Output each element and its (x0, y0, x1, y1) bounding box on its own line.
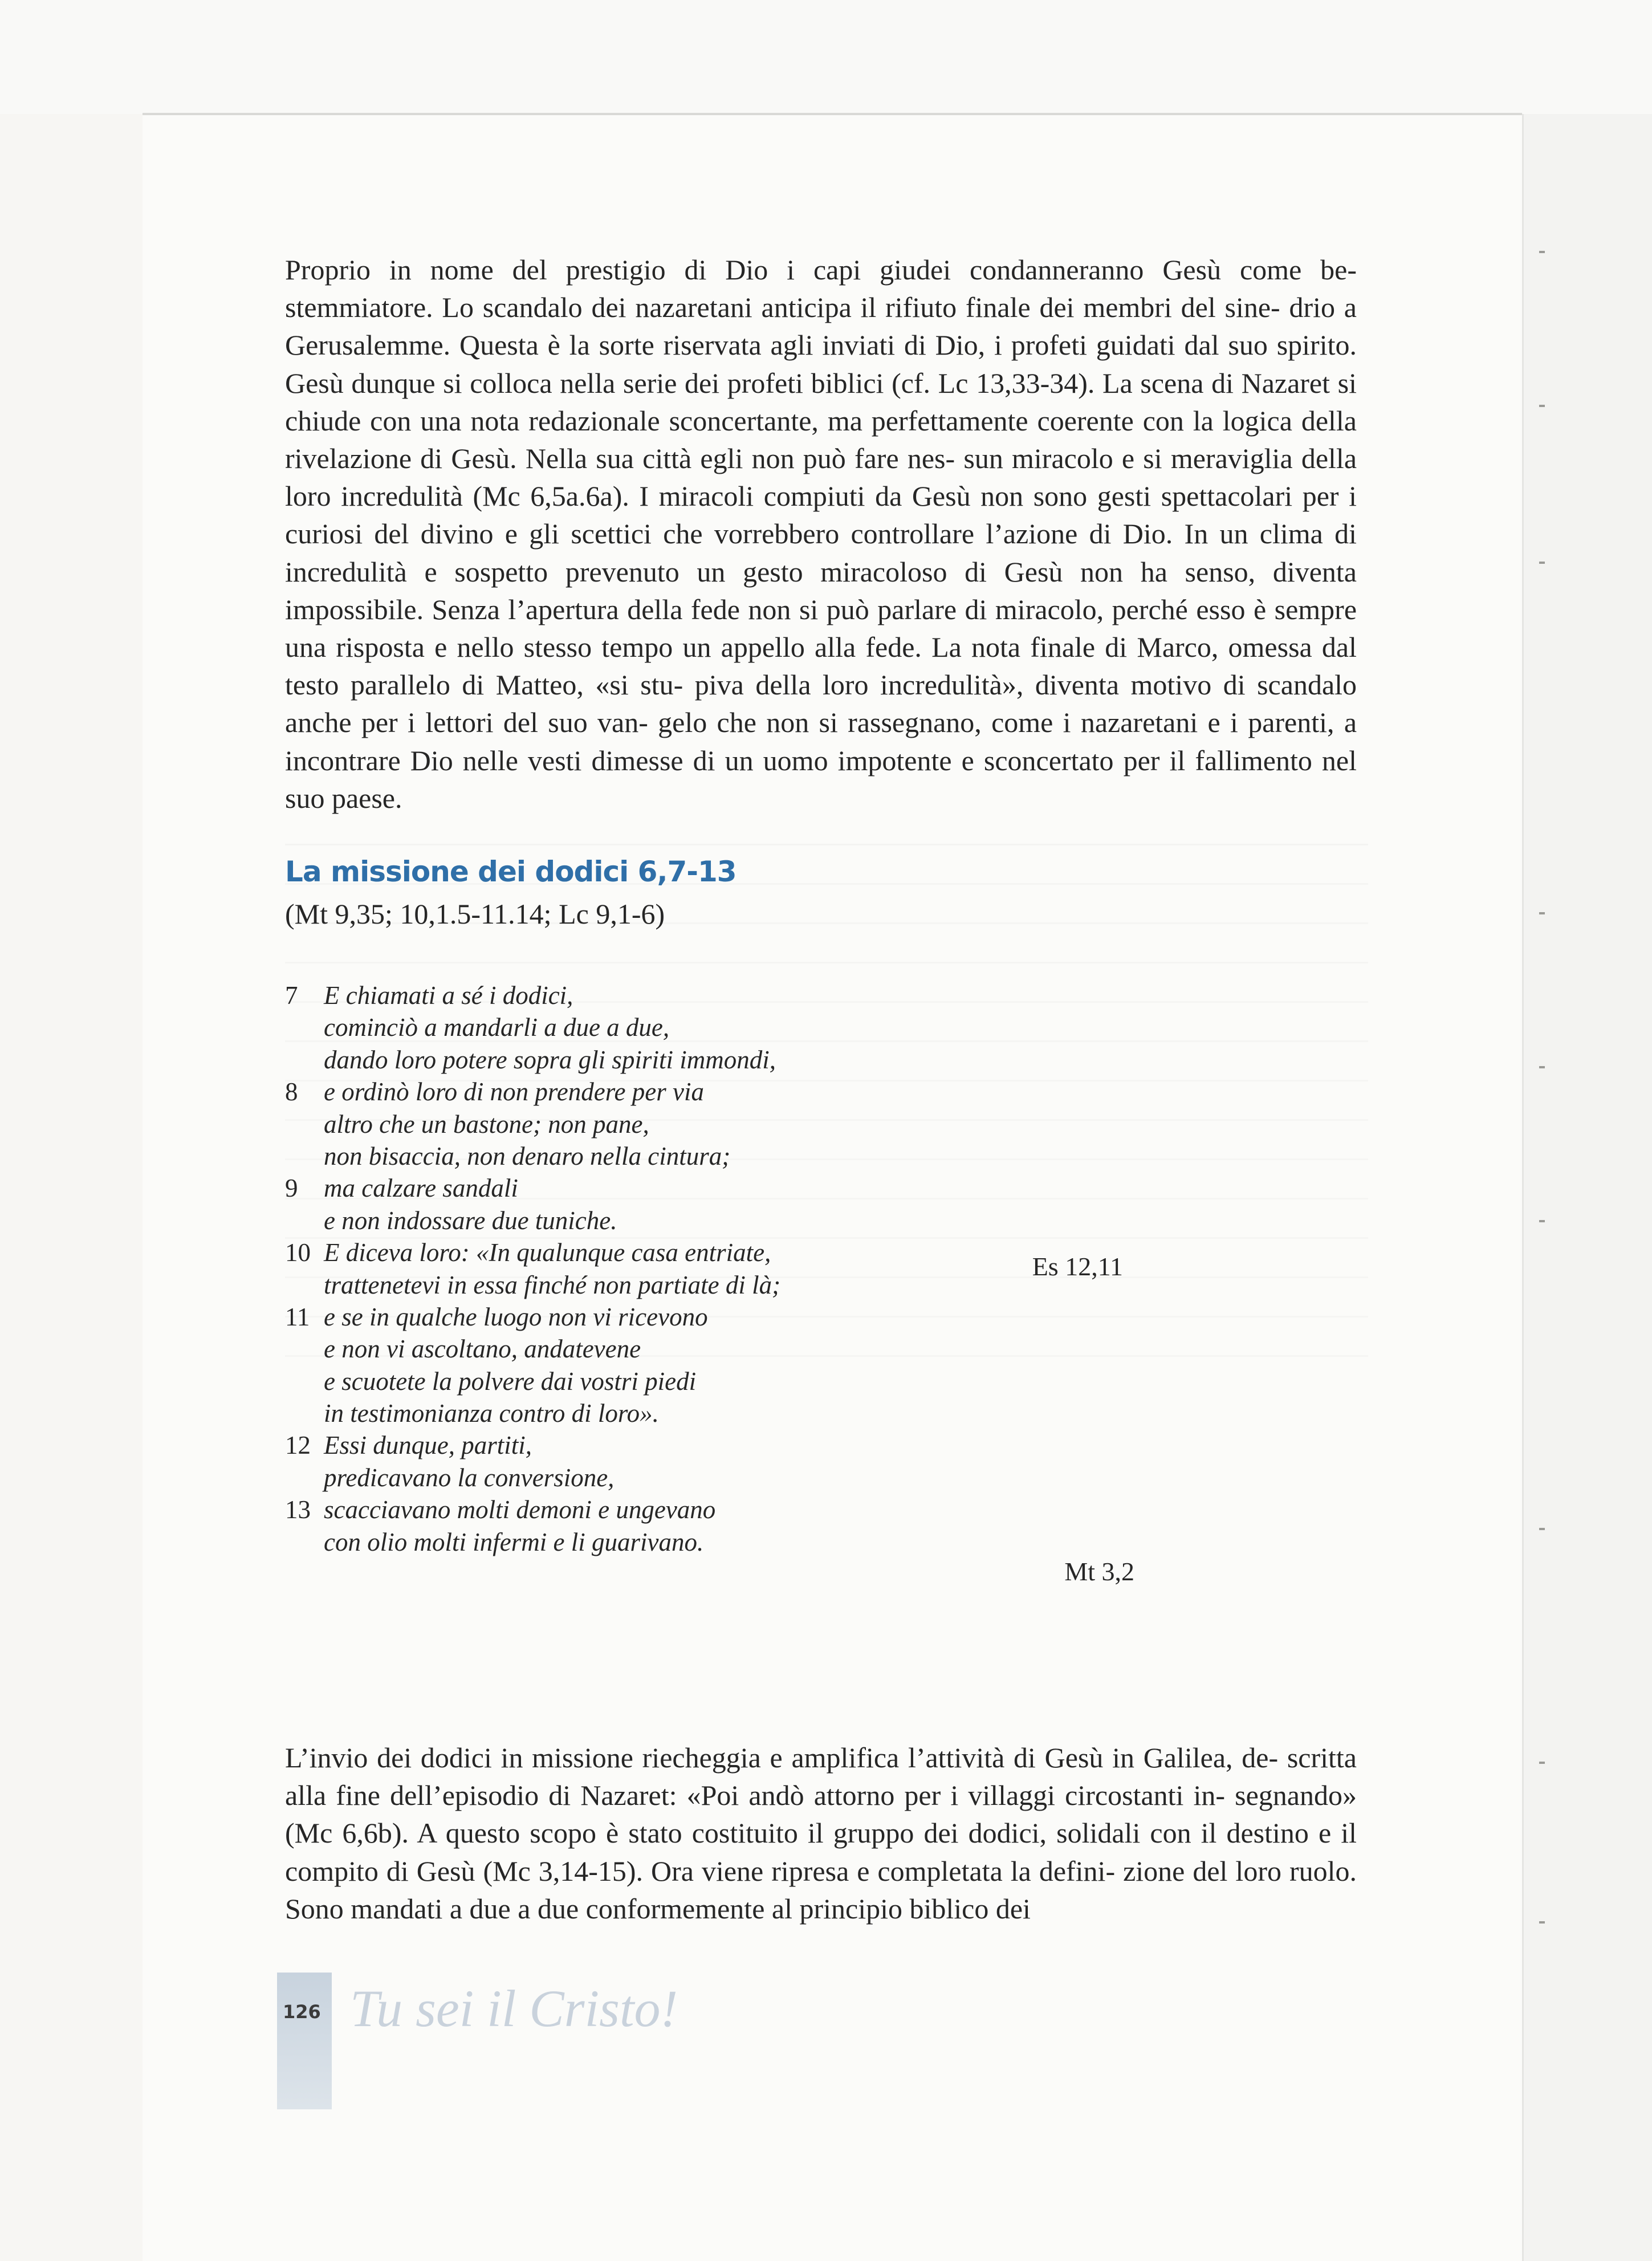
text-line: L’invio dei dodici in missione riecheggia e amplifica l’attività di Gesù in Galilea, de- (285, 1742, 1279, 1774)
cross-reference-mt: Mt 3,2 (1064, 1557, 1134, 1586)
text-line: si può parlare di miracolo, perché esso è sempre una risposta e nello stesso tempo un (285, 593, 1357, 664)
text-line: suo spirito. Gesù dunque si colloca nella serie dei profeti biblici (cf. Lc 13,33-34). La (285, 329, 1357, 399)
verse-line (285, 1397, 1140, 1429)
verse-line (285, 1301, 1140, 1333)
binding-mark (1539, 1066, 1545, 1068)
verse-text: trattenetevi in essa finché non partiate di là; (324, 1270, 781, 1299)
verse-text: e scuotete la polvere dai vostri piedi (324, 1367, 697, 1396)
verse-text: e ordinò loro di non prendere per via (324, 1077, 704, 1107)
verse-line (285, 1526, 1140, 1558)
text-line: Proprio in nome del prestigio di Dio i capi giudei condanneranno Gesù come be- (285, 254, 1357, 286)
text-line: piva della loro incredulità», diventa motivo di scandalo anche per i lettori del suo van- (285, 669, 1357, 739)
verse-line (285, 1044, 1140, 1076)
verse-number: 13 (285, 1495, 311, 1524)
verse-text: e non vi ascoltano, andatevene (324, 1335, 641, 1364)
verse-text: E chiamati a sé i dodici, (324, 981, 573, 1010)
binding-mark (1539, 1921, 1545, 1924)
verse-text: dando loro potere sopra gli spiriti immondi, (324, 1045, 776, 1074)
verse-number: 10 (285, 1238, 311, 1267)
verse-line (285, 1108, 1140, 1140)
binding-mark (1539, 912, 1545, 914)
section-heading: La missione dei dodici 6,7-13 (285, 855, 737, 888)
binding-mark (1539, 405, 1545, 407)
binding-mark (1539, 1762, 1545, 1764)
text-line: segnando» (Mc 6,6b). A questo scopo è stato costituito il gruppo dei dodici, solidali con (285, 1779, 1357, 1849)
text-line: scritta alla fine dell’episodio di Nazaret: «Poi andò attorno per i villaggi circostanti in- (285, 1742, 1357, 1812)
verse-line (285, 1172, 1140, 1204)
page-gutter (1522, 114, 1652, 2261)
text-line: sun miracolo e si meraviglia della loro incredulità (Mc 6,5a.6a). I miracoli compiuti da (285, 442, 1357, 513)
text-line: coerente con la logica della rivelazione di Gesù. Nella sua città egli non può fare nes- (285, 404, 1357, 475)
verse-text: altro che un bastone; non pane, (324, 1109, 649, 1138)
text-line: Gesù non sono gesti spettacolari per i curiosi del divino e gli scettici che vorrebbero (285, 480, 1357, 550)
verse-line (285, 1462, 1140, 1494)
text-line: dimesse di un uomo impotente e sconcertato per il fallimento nel suo paese. (285, 744, 1357, 814)
verse-line (285, 1140, 1140, 1172)
footer-color-band (277, 1973, 332, 2109)
cross-reference-es: Es 12,11 (1032, 1252, 1123, 1281)
verse-text: con olio molti infermi e li guarivano. (324, 1527, 704, 1556)
verse-text: scacciavano molti demoni e ungevano (324, 1495, 716, 1524)
text-line: appello alla fede. La nota finale di Marco, omessa dal testo parallelo di Matteo, «si stu- (285, 631, 1357, 701)
parallel-references: (Mt 9,35; 10,1.5-11.14; Lc 9,1-6) (285, 898, 665, 930)
verse-text: non bisaccia, non denaro nella cintura; (324, 1141, 731, 1170)
verse-line (285, 1429, 1140, 1461)
text-line: controllare l’azione di Dio. In un clima di incredulità e sospetto prevenuto un gesto (285, 518, 1357, 588)
verse-text: ma calzare sandali (324, 1174, 518, 1203)
verse-line (285, 1076, 1140, 1108)
text-line: zione del loro ruolo. Sono mandati a due a due conformemente al principio biblico dei (285, 1855, 1357, 1925)
binding-mark (1539, 251, 1545, 253)
verse-number: 11 (285, 1302, 310, 1331)
verse-text: Essi dunque, partiti, (324, 1431, 532, 1460)
verse-line (285, 1011, 1140, 1043)
text-line: il destino e il compito di Gesù (Mc 3,14-15). Ora viene ripresa e completata la defini- (285, 1817, 1357, 1887)
verse-line (285, 1494, 1140, 1526)
verse-text: E diceva loro: «In qualunque casa entriate, (324, 1238, 771, 1267)
verse-number: 8 (285, 1077, 298, 1107)
verse-text: in testimonianza contro di loro». (324, 1399, 659, 1428)
verse-number: 12 (285, 1431, 311, 1460)
verse-number: 9 (285, 1174, 298, 1203)
page-number: 126 (283, 2001, 321, 2023)
text-line: miracoloso di Gesù non ha senso, diventa impossibile. Senza l’apertura della fede non (285, 555, 1357, 625)
text-line: scena di Nazaret si chiude con una nota redazionale sconcertante, ma perfettamente (285, 367, 1357, 437)
verse-text: e se in qualche luogo non vi ricevono (324, 1302, 708, 1331)
body-paragraph-2 (285, 1739, 1357, 1927)
text-line: drio a Gerusalemme. Questa è la sorte riservata agli inviati di Dio, i profeti guidati dal (285, 291, 1357, 361)
body-paragraph-1 (285, 251, 1357, 817)
verse-line (285, 1205, 1140, 1237)
scanner-background (0, 0, 1652, 114)
verse-line (285, 1333, 1140, 1365)
binding-mark (1539, 562, 1545, 564)
page-top-edge (143, 113, 1522, 115)
verse-number: 7 (285, 981, 298, 1010)
binding-mark (1539, 1220, 1545, 1222)
text-line: stemmiatore. Lo scandalo dei nazaretani anticipa il rifiuto finale dei membri del sine- (285, 291, 1280, 324)
running-title: Tu sei il Cristo! (350, 1979, 678, 2038)
verse-line (285, 979, 1140, 1011)
text-line: gelo che non si rassegnano, come i nazaretani e i parenti, a incontrare Dio nelle vesti (285, 706, 1357, 776)
verse-text: predicavano la conversione, (324, 1463, 615, 1492)
verse-line (285, 1365, 1140, 1397)
binding-mark (1539, 1528, 1545, 1530)
verse-text: e non indossare due tuniche. (324, 1206, 617, 1235)
verse-text: cominciò a mandarli a due a due, (324, 1013, 670, 1042)
